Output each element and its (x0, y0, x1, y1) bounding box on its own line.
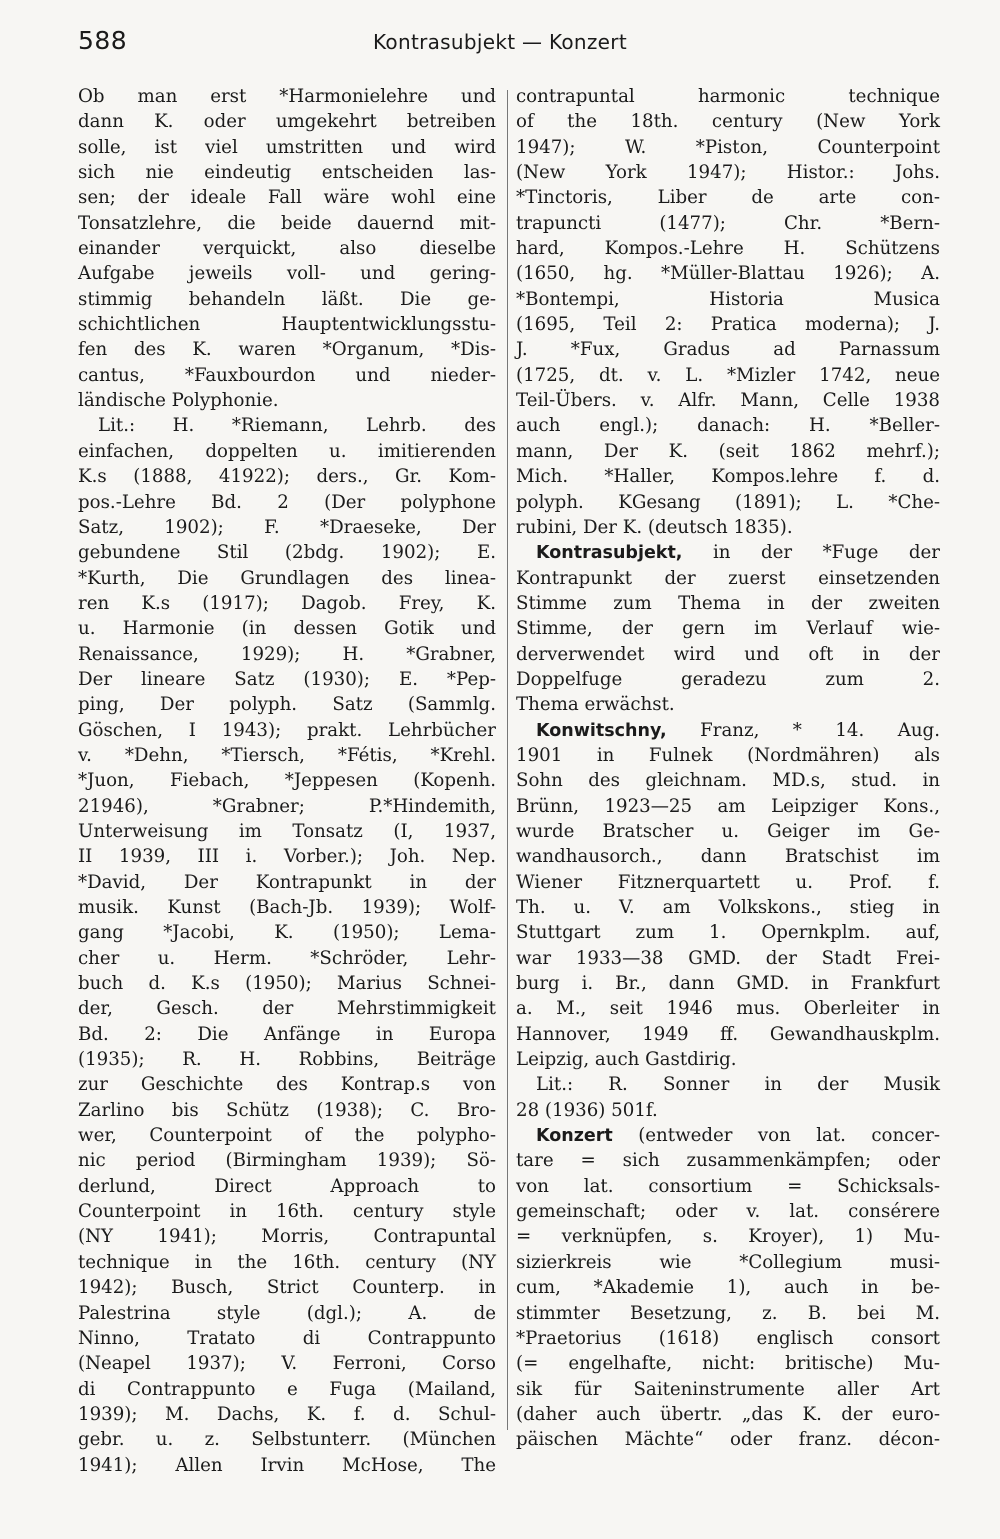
text-line: *Tinctoris, Liber de arte con- (516, 187, 940, 209)
entry-line (516, 1123, 940, 1148)
entry-text: (entweder von lat. concer- (638, 1125, 940, 1147)
text-line: 1941); Allen Irvin McHose, The (78, 1454, 496, 1476)
text-line: 1942); Busch, Strict Counterp. in (78, 1277, 496, 1299)
entry-line (516, 540, 940, 565)
text-line: Ob man erst *Harmonielehre und (78, 86, 496, 107)
entry-line (516, 718, 940, 743)
text-line: Hannover, 1949 ff. Gewandhauskplm. (516, 1023, 940, 1045)
text-line: musik. Kunst (Bach-Jb. 1939); Wolf- (78, 897, 496, 918)
text-line: gebundene Stil (2bdg. 1902); E. (78, 542, 496, 564)
text-line: 1939); M. Dachs, K. f. d. Schul- (78, 1403, 496, 1425)
text-line: Lit.: R. Sonner in der Musik (536, 1074, 940, 1096)
text-line: *David, Der Kontrapunkt in der (78, 871, 496, 893)
text-line: ren K.s (1917); Dagob. Frey, K. (78, 592, 496, 614)
text-line: Lit.: H. *Riemann, Lehrb. des (98, 415, 496, 437)
right-column (516, 84, 940, 1451)
text-line: solle, ist viel umstritten und wird (78, 136, 496, 158)
text-line: (1935); R. H. Robbins, Beiträge (78, 1049, 496, 1071)
text-line: Renaissance, 1929); H. *Grabner, (78, 643, 496, 665)
text-line: tare = sich zusammenkämpfen; oder (516, 1150, 940, 1172)
text-line: Satz, 1902); F. *Draeseke, Der (78, 516, 496, 538)
text-line: Th. u. V. am Volkskons., stieg in (516, 897, 940, 918)
text-line: wandhausorch., dann Bratschist im (516, 846, 940, 868)
text-line: gebr. u. z. Selbstunterr. (München (78, 1429, 496, 1451)
text-line: *Praetorius (1618) englisch consort (516, 1327, 940, 1349)
text-line: hard, Kompos.-Lehre H. Schützens (516, 238, 940, 260)
text-line: Göschen, I 1943); prakt. Lehrbücher (78, 719, 496, 741)
text-line: ping, Der polyph. Satz (Sammlg. (78, 694, 496, 716)
text-line: derlund, Direct Approach to (78, 1175, 496, 1197)
text-line: 1901 in Fulnek (Nordmähren) als (516, 744, 940, 766)
text-line: ländische Polyphonie. (78, 390, 279, 412)
text-line: sich nie eindeutig entscheiden las- (78, 162, 496, 184)
entry-text: Franz, * 14. Aug. (700, 719, 940, 741)
headword-konwitschny: Konwitschny, (536, 720, 667, 741)
text-line: derverwendet wird und oft in der (516, 643, 940, 665)
text-line: v. *Dehn, *Tiersch, *Fétis, *Krehl. (78, 744, 496, 766)
text-line: burg i. Br., dann GMD. in Frankfurt (516, 973, 940, 995)
text-line: cantus, *Fauxbourdon und nieder- (78, 364, 496, 386)
text-line: fen des K. waren *Organum, *Dis- (78, 339, 496, 361)
text-line: Aufgabe jeweils voll- und gering- (78, 263, 496, 285)
left-column (78, 84, 496, 1476)
text-line: technique in the 16th. century (NY (78, 1251, 496, 1273)
text-line: zur Geschichte des Kontrap.s von (78, 1074, 496, 1096)
text-line: II 1939, III i. Vorber.); Joh. Nep. (78, 846, 496, 868)
text-line: sik für Saiteninstrumente aller Art (516, 1378, 940, 1400)
text-line: Bd. 2: Die Anfänge in Europa (78, 1023, 496, 1045)
text-line: rubini, Der K. (deutsch 1835). (516, 516, 793, 538)
text-line: gemeinschaft; oder v. lat. consérere (516, 1201, 940, 1223)
text-line: (NY 1941); Morris, Contrapuntal (78, 1226, 496, 1248)
headword-kontrasubjekt: Kontrasubjekt, (536, 543, 683, 564)
text-line: (New York 1947); Histor.: Johs. (516, 162, 940, 184)
text-line: nic period (Birmingham 1939); Sö- (78, 1150, 496, 1172)
text-line: cum, *Akademie 1), auch in be- (516, 1277, 940, 1299)
text-line: Der lineare Satz (1930); E. *Pep- (78, 668, 496, 690)
text-line: of the 18th. century (New York (516, 111, 940, 133)
text-line: (1725, dt. v. L. *Mizler 1742, neue (516, 364, 940, 386)
text-line: einander verquickt, also dieselbe (78, 238, 496, 260)
text-line: a. M., seit 1946 mus. Oberleiter in (516, 998, 940, 1020)
column-divider (507, 90, 508, 1430)
text-line: 28 (1936) 501f. (516, 1099, 658, 1121)
text-line: (1650, hg. *Müller-Blattau 1926); A. (516, 263, 940, 285)
text-line: Doppelfuge geradezu zum 2. (516, 668, 940, 690)
text-line: buch d. K.s (1950); Marius Schnei- (78, 973, 496, 995)
text-line: stimmter Besetzung, z. B. bei M. (516, 1302, 940, 1324)
text-line: pos.-Lehre Bd. 2 (Der polyphone (78, 491, 496, 513)
text-line: Kontrapunkt der zuerst einsetzenden (516, 567, 940, 589)
text-line: Stuttgart zum 1. Opernkplm. auf, (516, 922, 940, 944)
text-line: contrapuntal harmonic technique (516, 86, 940, 107)
text-line: *Kurth, Die Grundlagen des linea- (78, 567, 496, 589)
text-line: dann K. oder umgekehrt betreiben (78, 111, 496, 133)
text-line: Stimme zum Thema in der zweiten (516, 592, 940, 614)
text-line: auch engl.); danach: H. *Beller- (516, 415, 940, 437)
text-line: schichtlichen Hauptentwicklungsstu- (78, 314, 496, 336)
text-line: päischen Mächte“ oder franz. décon- (516, 1429, 940, 1451)
text-line: J. *Fux, Gradus ad Parnassum (516, 339, 940, 361)
text-line: gang *Jacobi, K. (1950); Lema- (78, 922, 496, 944)
text-line: di Contrappunto e Fuga (Mailand, (78, 1378, 496, 1400)
text-line: 1947); W. *Piston, Counterpoint (516, 136, 940, 158)
text-line: Unterweisung im Tonsatz (I, 1937, (78, 820, 496, 842)
text-line: (daher auch übertr. „das K. der euro- (516, 1403, 940, 1425)
text-line: sizierkreis wie *Collegium musi- (516, 1251, 940, 1273)
text-line: (Neapel 1937); V. Ferroni, Corso (78, 1353, 496, 1375)
text-line: Zarlino bis Schütz (1938); C. Bro- (78, 1099, 496, 1121)
text-line: 21946), *Grabner; P.*Hindemith, (78, 795, 496, 817)
text-line: Thema erwächst. (516, 694, 675, 716)
text-line: Leipzig, auch Gastdirig. (516, 1049, 737, 1071)
text-line: Wiener Fitznerquartett u. Prof. f. (516, 871, 940, 893)
headword-konzert: Konzert (536, 1126, 613, 1147)
text-line: war 1933—38 GMD. der Stadt Frei- (516, 947, 940, 969)
text-line: mann, Der K. (seit 1862 mehrf.); (516, 440, 940, 462)
page-header (0, 26, 1000, 60)
text-line: Counterpoint in 16th. century style (78, 1201, 496, 1223)
text-line: einfachen, doppelten u. imitierenden (78, 440, 496, 462)
text-line: polyph. KGesang (1891); L. *Che- (516, 491, 940, 513)
text-line: (1695, Teil 2: Pratica moderna); J. (516, 314, 940, 336)
text-line: cher u. Herm. *Schröder, Lehr- (78, 947, 496, 969)
text-line: (= engelhafte, nicht: britische) Mu- (516, 1353, 940, 1375)
entry-text: in der *Fuge der (712, 542, 940, 564)
page-number: 588 (78, 26, 128, 55)
text-line: Stimme, der gern im Verlauf wie- (516, 618, 940, 640)
text-line: wer, Counterpoint of the polypho- (78, 1125, 496, 1147)
text-line: *Bontempi, Historia Musica (516, 288, 940, 310)
text-line: Palestrina style (dgl.); A. de (78, 1302, 496, 1324)
text-line: u. Harmonie (in dessen Gotik und (78, 618, 496, 640)
text-line: = verknüpfen, s. Kroyer), 1) Mu- (516, 1226, 940, 1248)
text-line: Ninno, Tratato di Contrappunto (78, 1327, 496, 1349)
running-title: Kontrasubjekt — Konzert (373, 30, 627, 54)
text-line: Brünn, 1923—25 am Leipziger Kons., (516, 795, 940, 817)
text-line: der, Gesch. der Mehrstimmigkeit (78, 998, 496, 1020)
text-line: sen; der ideale Fall wäre wohl eine (78, 187, 496, 209)
text-line: Teil-Übers. v. Alfr. Mann, Celle 1938 (516, 390, 940, 412)
text-line: wurde Bratscher u. Geiger im Ge- (516, 820, 940, 842)
text-line: Sohn des gleichnam. MD.s, stud. in (516, 770, 940, 792)
text-line: Tonsatzlehre, die beide dauernd mit- (78, 212, 496, 234)
text-line: stimmig behandeln läßt. Die ge- (78, 288, 496, 310)
text-line: *Juon, Fiebach, *Jeppesen (Kopenh. (78, 770, 496, 792)
text-line: K.s (1888, 41922); ders., Gr. Kom- (78, 466, 496, 488)
text-line: von lat. consortium = Schicksals- (516, 1175, 940, 1197)
text-line: Mich. *Haller, Kompos.lehre f. d. (516, 466, 940, 488)
text-line: trapuncti (1477); Chr. *Bern- (516, 212, 940, 234)
